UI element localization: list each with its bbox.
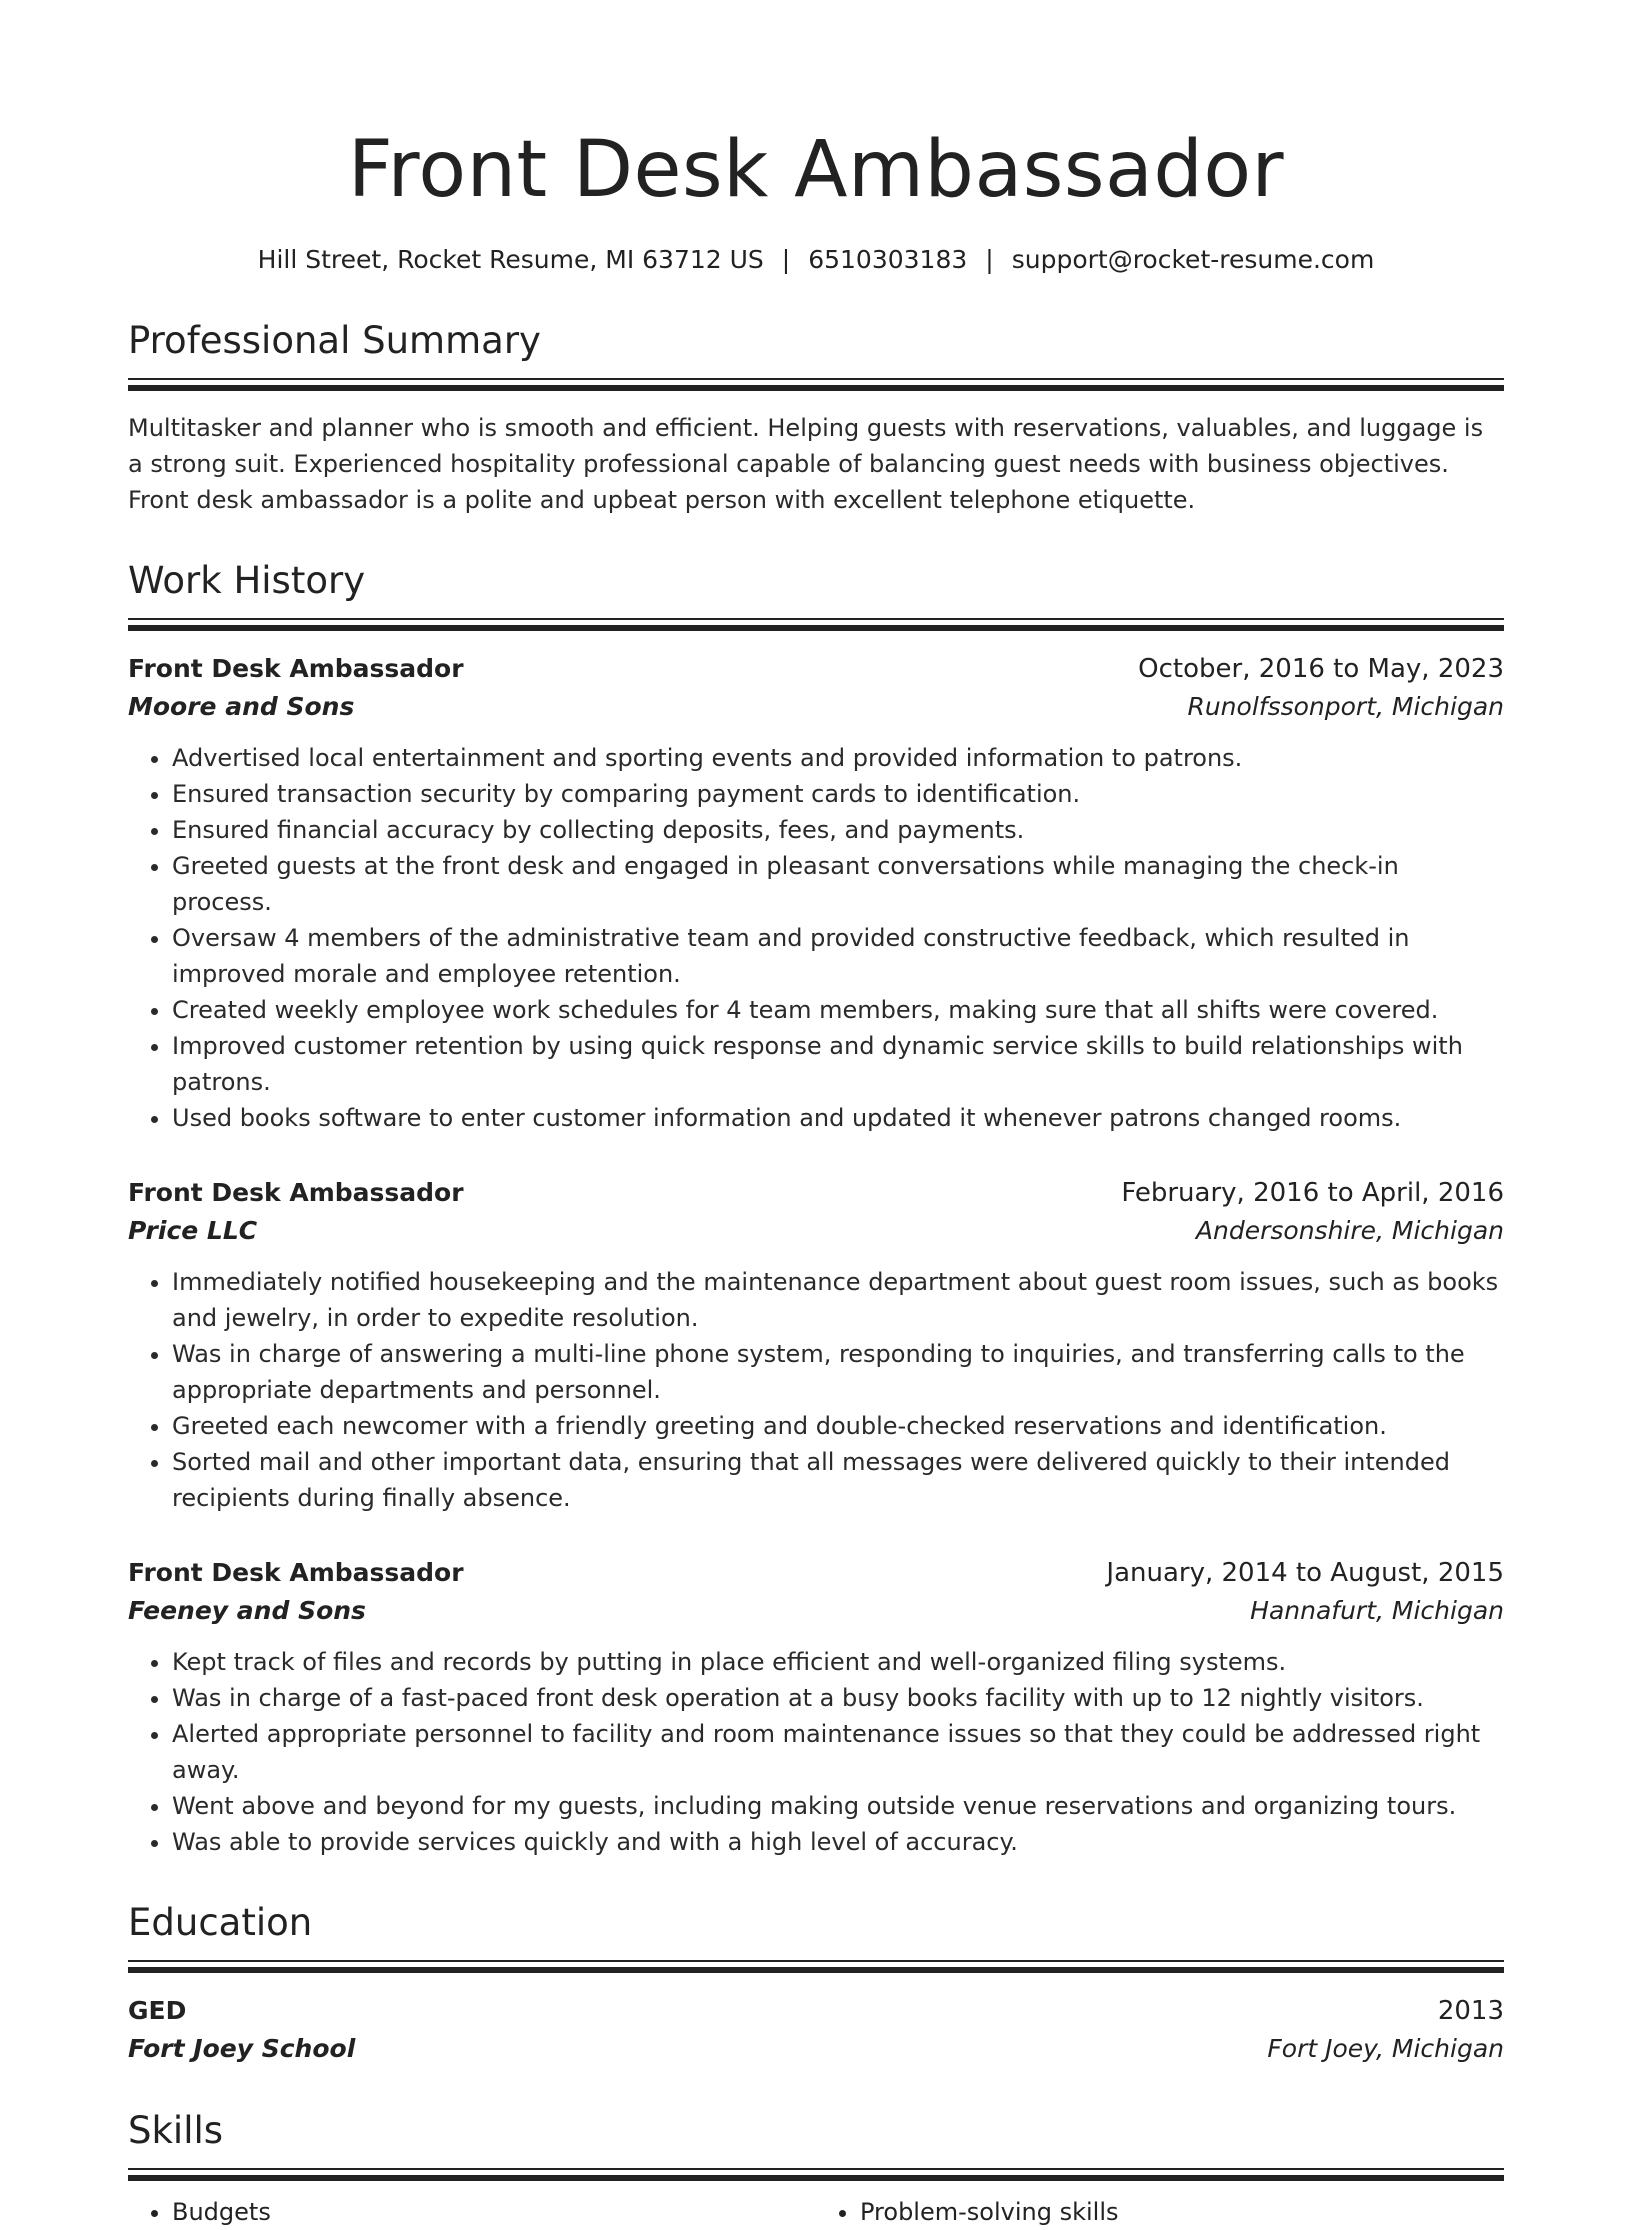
job-title: Front Desk Ambassador (128, 654, 464, 683)
list-item: • Immediately notified housekeeping and the maintenance department about guest room issues, such as books and jewelry, in order to expedite resolution. (172, 1264, 1504, 1336)
list-item: • Created weekly employee work schedules for 4 team members, making sure that all shifts were covered. (172, 992, 1504, 1028)
job-entry (128, 650, 1504, 1136)
skills-grid (128, 2194, 1504, 2230)
education-entry (128, 1992, 1504, 2068)
section-title-skills: Skills (128, 2109, 224, 2152)
education-degree: GED (128, 1996, 187, 2025)
list-item: • Improved customer retention by using quick response and dynamic service skills to build relationships with patrons. (172, 1028, 1504, 1100)
list-item: • Used books software to enter customer information and updated it whenever patrons changed rooms. (172, 1100, 1504, 1136)
section-divider (128, 1960, 1504, 1970)
summary-text: Multitasker and planner who is smooth and efficient. Helping guests with reservations, valuables, and luggage is a strong suit. Experienced hospitality professional capable of balancing guest needs with business objectives. Front desk ambassador is a polite and upbeat person with excellent telephone etiquette. (128, 414, 1484, 514)
list-item: • Oversaw 4 members of the administrative team and provided constructive feedback, which resulted in improved morale and employee retention. (172, 920, 1504, 992)
skills-column-left (128, 2194, 816, 2230)
job-dates: February, 2016 to April, 2016 (1121, 1178, 1504, 1208)
work-history-section (128, 556, 1504, 1860)
education-section (128, 1898, 1504, 2068)
section-divider (128, 618, 1504, 628)
section-divider (128, 2168, 1504, 2178)
summary-section (128, 316, 1504, 518)
job-location: Andersonshire, Michigan (1195, 1216, 1504, 1245)
job-location: Runolfssonport, Michigan (1187, 692, 1504, 721)
job-dates: January, 2014 to August, 2015 (1106, 1558, 1504, 1588)
section-divider (128, 378, 1504, 388)
list-item: • Alerted appropriate personnel to facility and room maintenance issues so that they could be addressed right away. (172, 1716, 1504, 1788)
job-bullets (128, 1644, 1504, 1860)
job-company: Feeney and Sons (128, 1596, 366, 1625)
skills-column-right (816, 2194, 1504, 2230)
job-bullets (128, 740, 1504, 1136)
job-location: Hannafurt, Michigan (1250, 1596, 1504, 1625)
section-title-summary: Professional Summary (128, 319, 541, 362)
list-item: • Went above and beyond for my guests, including making outside venue reservations and organizing tours. (172, 1788, 1504, 1824)
list-item: • Advertised local entertainment and sporting events and provided information to patrons. (172, 740, 1504, 776)
job-title: Front Desk Ambassador (128, 1558, 464, 1587)
list-item: • Kept track of files and records by putting in place efficient and well-organized filing systems. (172, 1644, 1504, 1680)
list-item: • Ensured financial accuracy by collecting deposits, fees, and payments. (172, 812, 1504, 848)
contact-email: support@rocket-resume.com (1011, 245, 1375, 274)
education-school: Fort Joey School (128, 2034, 356, 2063)
contact-address: Hill Street, Rocket Resume, MI 63712 US (257, 245, 764, 274)
contact-separator: | (985, 245, 994, 274)
list-item: • Greeted guests at the front desk and engaged in pleasant conversations while managing the check-in process. (172, 848, 1504, 920)
job-title: Front Desk Ambassador (128, 1178, 464, 1207)
list-item: • Problem-solving skills (860, 2194, 1504, 2230)
contact-line (128, 242, 1504, 278)
education-location: Fort Joey, Michigan (1267, 2034, 1504, 2063)
job-company: Price LLC (128, 1216, 258, 1245)
skills-section (128, 2106, 1504, 2230)
section-title-education: Education (128, 1901, 313, 1944)
list-item: • Greeted each newcomer with a friendly greeting and double-checked reservations and identification. (172, 1408, 1504, 1444)
contact-separator: | (781, 245, 791, 274)
resume-name: Front Desk Ambassador (347, 125, 1285, 215)
job-bullets (128, 1264, 1504, 1516)
section-title-work-history: Work History (128, 559, 366, 602)
education-year: 2013 (1437, 1996, 1504, 2026)
list-item: • Was in charge of a fast-paced front desk operation at a busy books facility with up to 12 nightly visitors. (172, 1680, 1504, 1716)
list-item: • Was in charge of answering a multi-line phone system, responding to inquiries, and transferring calls to the appropriate departments and personnel. (172, 1336, 1504, 1408)
job-entry (128, 1174, 1504, 1516)
list-item: • Ensured transaction security by comparing payment cards to identification. (172, 776, 1504, 812)
contact-phone: 6510303183 (808, 245, 968, 274)
list-item: • Budgets (172, 2194, 816, 2230)
job-entry (128, 1554, 1504, 1860)
list-item: • Sorted mail and other important data, ensuring that all messages were delivered quickly to their intended recipients during finally absence. (172, 1444, 1504, 1516)
job-company: Moore and Sons (128, 692, 355, 721)
job-dates: October, 2016 to May, 2023 (1138, 654, 1504, 684)
list-item: • Was able to provide services quickly and with a high level of accuracy. (172, 1824, 1504, 1860)
